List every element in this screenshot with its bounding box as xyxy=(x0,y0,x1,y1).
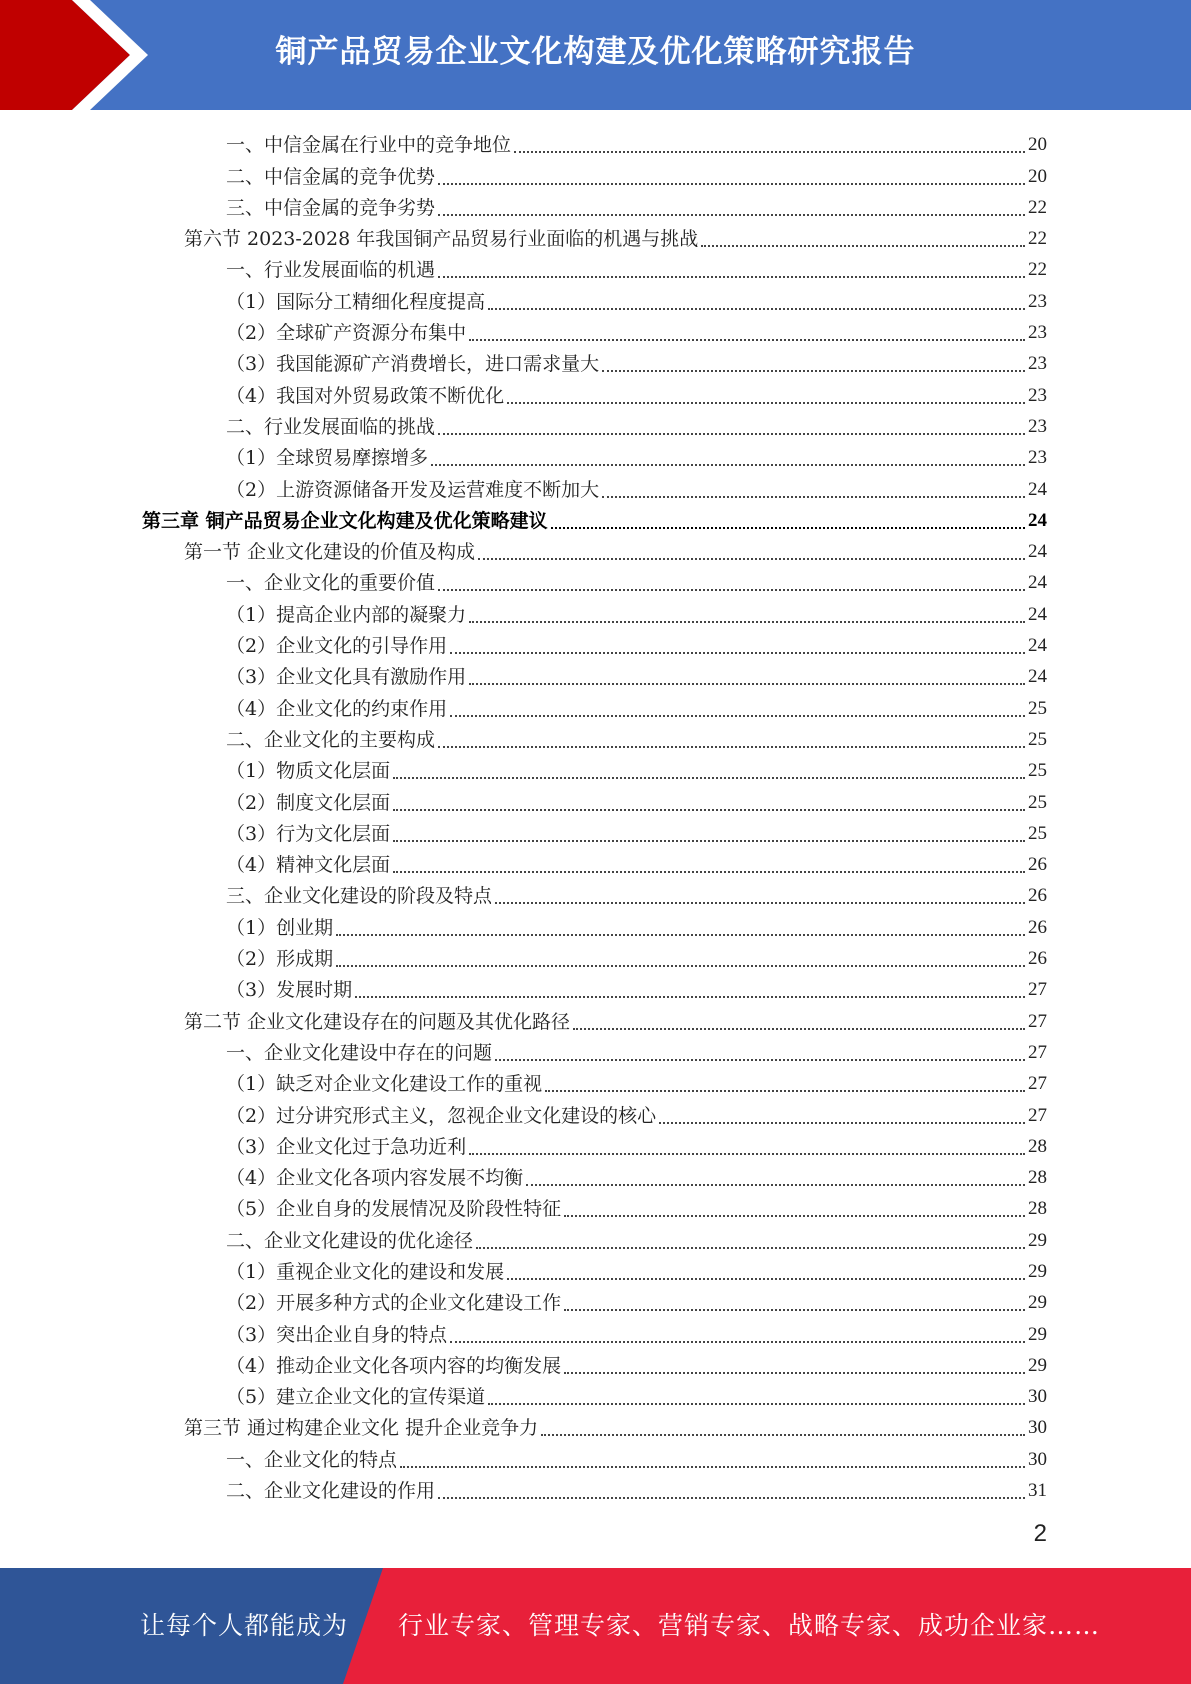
dot-leader xyxy=(469,683,1025,685)
toc-entry[interactable] xyxy=(0,942,1191,973)
toc-entry[interactable] xyxy=(0,1349,1191,1380)
toc-entry-title: 第三章 铜产品贸易企业文化构建及优化策略建议 xyxy=(142,509,548,532)
toc-entry[interactable] xyxy=(0,535,1191,566)
dot-leader xyxy=(564,1372,1025,1374)
toc-entry-page: 26 xyxy=(1028,948,1047,970)
report-title: 铜产品贸易企业文化构建及优化策略研究报告 xyxy=(275,34,916,70)
toc-entry-page: 25 xyxy=(1028,728,1047,750)
toc-entry-page: 29 xyxy=(1028,1260,1047,1282)
toc-entry-page: 28 xyxy=(1028,1198,1047,1220)
dot-leader xyxy=(469,621,1025,623)
dot-leader xyxy=(507,1278,1025,1280)
toc-entry-page: 24 xyxy=(1028,635,1047,657)
dot-leader xyxy=(438,746,1025,748)
toc-entry-title: （4）推动企业文化各项内容的均衡发展 xyxy=(226,1354,562,1377)
dot-leader xyxy=(478,558,1025,560)
toc-entry[interactable] xyxy=(0,410,1191,441)
toc-entry[interactable] xyxy=(0,159,1191,190)
toc-entry-page: 28 xyxy=(1028,1167,1047,1189)
toc-entry[interactable] xyxy=(0,785,1191,816)
toc-entry[interactable] xyxy=(0,347,1191,378)
toc-entry-title: （3）行为文化层面 xyxy=(226,822,391,845)
toc-entry-title: （1）全球贸易摩擦增多 xyxy=(226,447,429,470)
dot-leader xyxy=(469,1153,1025,1155)
footer-banner xyxy=(0,1568,1191,1684)
toc-entry-page: 24 xyxy=(1028,541,1047,563)
dot-leader xyxy=(659,1122,1025,1124)
toc-entry-page: 30 xyxy=(1028,1417,1047,1439)
toc-entry-title: （4）企业文化的约束作用 xyxy=(226,697,448,720)
toc-entry[interactable] xyxy=(0,1098,1191,1129)
dot-leader xyxy=(507,402,1025,404)
toc-entry-page: 20 xyxy=(1028,165,1047,187)
toc-entry-title: （4）我国对外贸易政策不断优化 xyxy=(226,384,505,407)
toc-entry[interactable] xyxy=(0,910,1191,941)
toc-entry-page: 22 xyxy=(1028,228,1047,250)
toc-entry[interactable] xyxy=(0,1223,1191,1254)
toc-entry-title: 二、企业文化的主要构成 xyxy=(226,728,436,751)
toc-entry[interactable] xyxy=(0,754,1191,785)
toc-entry[interactable] xyxy=(0,1161,1191,1192)
toc-entry[interactable] xyxy=(0,191,1191,222)
toc-entry-title: 第二节 企业文化建设存在的问题及其优化路径 xyxy=(184,1010,571,1033)
toc-entry-title: （2）企业文化的引导作用 xyxy=(226,635,448,658)
dot-leader xyxy=(541,1434,1025,1436)
toc-entry-title: （2）全球矿产资源分布集中 xyxy=(226,322,467,345)
toc-entry-page: 26 xyxy=(1028,854,1047,876)
toc-entry-title: 二、企业文化建设的作用 xyxy=(226,1480,436,1503)
dot-leader xyxy=(495,902,1025,904)
toc-entry-title: （5）企业自身的发展情况及阶段性特征 xyxy=(226,1198,562,1221)
footer-slogan-left: 让每个人都能成为 xyxy=(140,1611,349,1640)
dot-leader xyxy=(526,1184,1025,1186)
toc-entry[interactable] xyxy=(0,1067,1191,1098)
toc-entry[interactable] xyxy=(0,973,1191,1004)
toc-entry-title: （1）物质文化层面 xyxy=(226,760,391,783)
toc-entry-title: （2）制度文化层面 xyxy=(226,791,391,814)
toc-entry-page: 22 xyxy=(1028,259,1047,281)
toc-entry-title: （3）突出企业自身的特点 xyxy=(226,1323,448,1346)
dot-leader xyxy=(545,1090,1025,1092)
dot-leader xyxy=(393,777,1025,779)
dot-leader xyxy=(400,1466,1025,1468)
toc-entry[interactable] xyxy=(0,1192,1191,1223)
toc-entry-title: （1）创业期 xyxy=(226,916,334,939)
toc-entry-page: 27 xyxy=(1028,1104,1047,1126)
toc-entry-page: 22 xyxy=(1028,196,1047,218)
toc-entry-page: 25 xyxy=(1028,791,1047,813)
dot-leader xyxy=(551,527,1025,529)
table-of-contents xyxy=(0,128,1191,1505)
toc-entry-title: （2）上游资源储备开发及运营难度不断加大 xyxy=(226,478,600,501)
toc-entry-page: 30 xyxy=(1028,1448,1047,1470)
toc-entry-page: 24 xyxy=(1028,478,1047,500)
footer-slogan-right: 行业专家、管理专家、营销专家、战略专家、成功企业家…… xyxy=(398,1611,1101,1640)
dot-leader xyxy=(602,370,1025,372)
toc-entry-title: 一、企业文化的重要价值 xyxy=(226,572,436,595)
toc-entry[interactable] xyxy=(0,566,1191,597)
toc-entry[interactable] xyxy=(0,1004,1191,1035)
dot-leader xyxy=(476,1247,1025,1249)
toc-entry-title: （3）企业文化具有激励作用 xyxy=(226,666,467,689)
dot-leader xyxy=(393,871,1025,873)
dot-leader xyxy=(495,1059,1025,1061)
toc-entry-title: （1）重视企业文化的建设和发展 xyxy=(226,1260,505,1283)
toc-entry-title: 二、企业文化建设的优化途径 xyxy=(226,1229,474,1252)
toc-entry-page: 26 xyxy=(1028,885,1047,907)
toc-entry-title: 一、企业文化建设中存在的问题 xyxy=(226,1041,493,1064)
toc-entry[interactable] xyxy=(0,1442,1191,1473)
toc-entry-page: 25 xyxy=(1028,697,1047,719)
toc-entry[interactable] xyxy=(0,879,1191,910)
toc-entry-page: 29 xyxy=(1028,1229,1047,1251)
toc-entry-title: 一、行业发展面临的机遇 xyxy=(226,259,436,282)
toc-entry-title: 第一节 企业文化建设的价值及构成 xyxy=(184,541,476,564)
toc-entry-title: （3）我国能源矿产消费增长，进口需求量大 xyxy=(226,353,600,376)
toc-entry-page: 23 xyxy=(1028,447,1047,469)
toc-entry[interactable] xyxy=(0,222,1191,253)
toc-entry[interactable] xyxy=(0,378,1191,409)
toc-entry-title: 第六节 2023-2028 年我国铜产品贸易行业面临的机遇与挑战 xyxy=(184,228,699,251)
dot-leader xyxy=(438,276,1025,278)
toc-entry-page: 27 xyxy=(1028,979,1047,1001)
toc-entry-page: 23 xyxy=(1028,290,1047,312)
toc-entry-title: （3）企业文化过于急功近利 xyxy=(226,1135,467,1158)
toc-entry[interactable] xyxy=(0,253,1191,284)
toc-entry-page: 23 xyxy=(1028,415,1047,437)
toc-entry[interactable] xyxy=(0,597,1191,628)
toc-entry-title: （2）形成期 xyxy=(226,948,334,971)
toc-entry-title: 一、企业文化的特点 xyxy=(226,1448,398,1471)
toc-entry-page: 27 xyxy=(1028,1073,1047,1095)
toc-entry-title: （1）国际分工精细化程度提高 xyxy=(226,290,486,313)
toc-entry-title: （1）提高企业内部的凝聚力 xyxy=(226,603,467,626)
dot-leader xyxy=(438,433,1025,435)
page-number: 2 xyxy=(1033,1520,1047,1547)
dot-leader xyxy=(450,652,1025,654)
toc-entry-page: 29 xyxy=(1028,1292,1047,1314)
toc-entry-page: 24 xyxy=(1028,509,1047,531)
toc-entry[interactable] xyxy=(0,128,1191,159)
dot-leader xyxy=(488,1403,1025,1405)
dot-leader xyxy=(438,589,1025,591)
toc-entry-page: 24 xyxy=(1028,666,1047,688)
dot-leader xyxy=(701,245,1025,247)
dot-leader xyxy=(355,996,1025,998)
dot-leader xyxy=(564,1215,1025,1217)
dot-leader xyxy=(450,1341,1025,1343)
toc-entry[interactable] xyxy=(0,1036,1191,1067)
toc-entry-page: 26 xyxy=(1028,916,1047,938)
toc-entry-page: 28 xyxy=(1028,1135,1047,1157)
toc-entry[interactable] xyxy=(0,441,1191,472)
toc-entry[interactable] xyxy=(0,1255,1191,1286)
toc-entry-page: 25 xyxy=(1028,760,1047,782)
toc-entry[interactable] xyxy=(0,817,1191,848)
toc-entry-page: 27 xyxy=(1028,1010,1047,1032)
toc-entry[interactable] xyxy=(0,629,1191,660)
toc-entry-title: 三、企业文化建设的阶段及特点 xyxy=(226,885,493,908)
toc-entry[interactable] xyxy=(0,316,1191,347)
toc-entry[interactable] xyxy=(0,1286,1191,1317)
toc-entry-page: 27 xyxy=(1028,1041,1047,1063)
toc-entry-title: （4）企业文化各项内容发展不均衡 xyxy=(226,1167,524,1190)
dot-leader xyxy=(488,308,1025,310)
toc-entry-title: （5）建立企业文化的宣传渠道 xyxy=(226,1386,486,1409)
toc-entry-page: 23 xyxy=(1028,384,1047,406)
dot-leader xyxy=(393,840,1025,842)
toc-entry-title: 二、行业发展面临的挑战 xyxy=(226,415,436,438)
dot-leader xyxy=(450,715,1025,717)
dot-leader xyxy=(564,1309,1025,1311)
toc-entry-page: 20 xyxy=(1028,134,1047,156)
toc-entry-page: 31 xyxy=(1028,1480,1047,1502)
toc-entry[interactable] xyxy=(0,848,1191,879)
dot-leader xyxy=(431,464,1025,466)
dot-leader xyxy=(438,1497,1025,1499)
toc-entry-title: （2）过分讲究形式主义，忽视企业文化建设的核心 xyxy=(226,1104,657,1127)
dot-leader xyxy=(438,183,1025,185)
toc-entry-page: 29 xyxy=(1028,1323,1047,1345)
toc-entry[interactable] xyxy=(0,723,1191,754)
toc-entry[interactable] xyxy=(0,472,1191,503)
toc-entry[interactable] xyxy=(0,691,1191,722)
toc-entry[interactable] xyxy=(0,284,1191,315)
dot-leader xyxy=(573,1028,1025,1030)
toc-entry-title: （2）开展多种方式的企业文化建设工作 xyxy=(226,1292,562,1315)
toc-entry-title: 二、中信金属的竞争优势 xyxy=(226,165,436,188)
dot-leader xyxy=(469,339,1025,341)
toc-entry-title: （4）精神文化层面 xyxy=(226,854,391,877)
toc-entry-title: （1）缺乏对企业文化建设工作的重视 xyxy=(226,1073,543,1096)
toc-entry-title: 三、中信金属的竞争劣势 xyxy=(226,196,436,219)
dot-leader xyxy=(438,214,1025,216)
toc-entry[interactable] xyxy=(0,1130,1191,1161)
toc-entry[interactable] xyxy=(0,1317,1191,1348)
toc-entry-title: 第三节 通过构建企业文化 提升企业竞争力 xyxy=(184,1417,539,1440)
toc-entry[interactable] xyxy=(0,1474,1191,1505)
toc-entry[interactable] xyxy=(0,1380,1191,1411)
toc-entry-page: 23 xyxy=(1028,322,1047,344)
dot-leader xyxy=(393,809,1025,811)
toc-entry-page: 24 xyxy=(1028,572,1047,594)
toc-entry-title: 一、中信金属在行业中的竞争地位 xyxy=(226,134,512,157)
toc-entry-title: （3）发展时期 xyxy=(226,979,353,1002)
dot-leader xyxy=(514,151,1025,153)
toc-entry[interactable] xyxy=(0,1411,1191,1442)
toc-entry-page: 29 xyxy=(1028,1354,1047,1376)
toc-entry[interactable] xyxy=(0,504,1191,535)
toc-entry-page: 24 xyxy=(1028,603,1047,625)
toc-entry-page: 25 xyxy=(1028,822,1047,844)
toc-entry[interactable] xyxy=(0,660,1191,691)
dot-leader xyxy=(336,934,1025,936)
dot-leader xyxy=(602,496,1025,498)
toc-entry-page: 30 xyxy=(1028,1386,1047,1408)
dot-leader xyxy=(336,965,1025,967)
red-chevron-logo xyxy=(0,0,160,110)
toc-entry-page: 23 xyxy=(1028,353,1047,375)
header-banner xyxy=(0,0,1191,110)
